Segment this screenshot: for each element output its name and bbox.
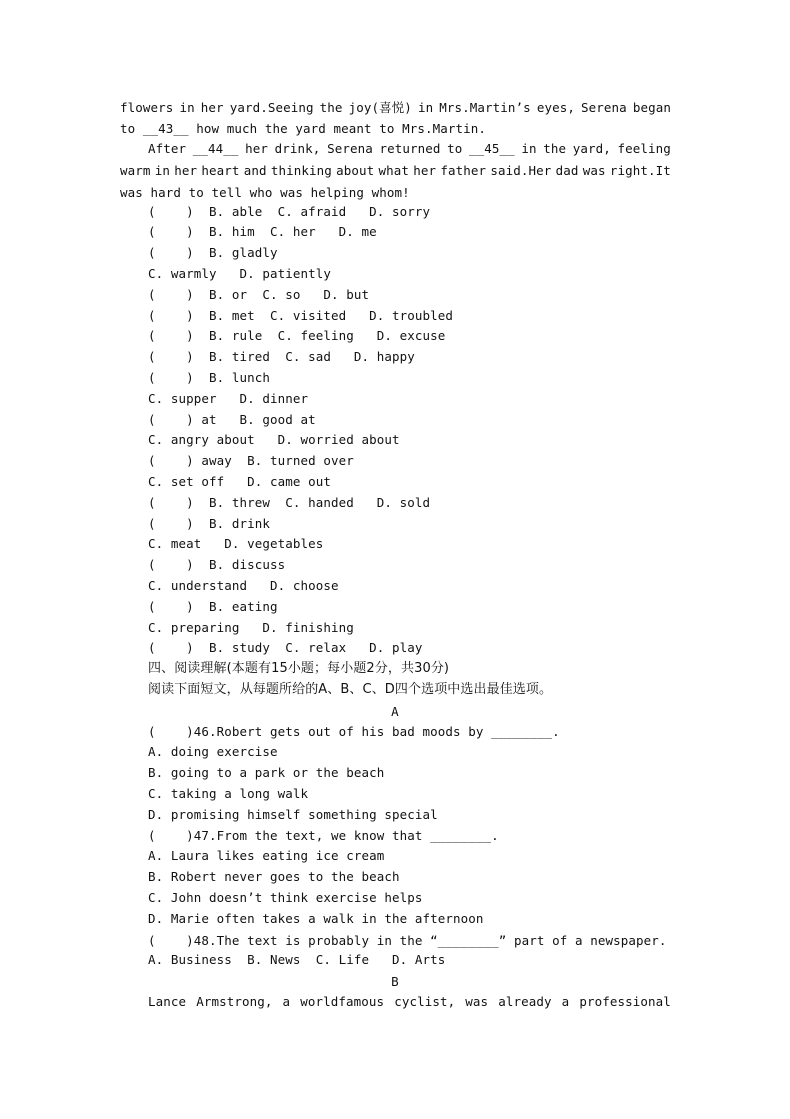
option-line: ( ) B. lunch: [148, 370, 271, 385]
question-line: A. Laura likes eating ice cream: [148, 848, 385, 863]
passage-b-first-line: [148, 994, 671, 1010]
word: in: [521, 141, 537, 156]
option-line: C. warmly D. patiently: [148, 266, 332, 281]
word: the: [319, 100, 343, 115]
passage-line-5: was hard to tell who was helping whom!: [120, 185, 410, 200]
question-line: D. Marie often takes a walk in the afternoon: [148, 911, 484, 926]
word: her: [174, 163, 198, 178]
option-line: C. set off D. came out: [148, 474, 332, 489]
question-line: ( )46.Robert gets out of his bad moods by ________.: [148, 724, 560, 739]
option-line: ( ) away B. turned over: [148, 453, 354, 468]
option-line: C. preparing D. finishing: [148, 620, 354, 635]
word: Serena: [581, 100, 627, 115]
word: Serena: [327, 141, 373, 156]
word: a: [282, 994, 291, 1009]
section-heading: 四、阅读理解(本题有15小题；每小题2分，共30分): [148, 661, 450, 676]
word: her: [413, 163, 437, 178]
word: dad: [555, 163, 579, 178]
option-line: ( ) B. able C. afraid D. sorry: [148, 204, 431, 219]
question-line: B. going to a park or the beach: [148, 765, 385, 780]
word: warm: [120, 163, 151, 178]
option-line: ( ) B. discuss: [148, 557, 286, 572]
section-instruction: 阅读下面短文，从每题所给的A、B、C、D四个选项中选出最佳选项。: [148, 682, 553, 697]
word: Armstrong,: [196, 994, 273, 1009]
word: After: [148, 141, 187, 156]
option-line: ( ) B. gladly: [148, 245, 278, 260]
word: right.It: [609, 163, 671, 178]
word: a: [561, 994, 570, 1009]
word: worldfamous: [300, 994, 385, 1009]
passage-line-3: [148, 141, 671, 157]
word: the: [543, 141, 567, 156]
word: already: [498, 994, 552, 1009]
option-line: C. supper D. dinner: [148, 391, 309, 406]
option-line: ( ) B. study C. relax D. play: [148, 640, 423, 655]
word: in: [154, 163, 171, 178]
word: about: [336, 163, 375, 178]
word: joy(喜悦): [348, 100, 412, 115]
option-line: C. understand D. choose: [148, 578, 339, 593]
option-line: ( ) B. tired C. sad D. happy: [148, 349, 415, 364]
blank-44: __44__: [192, 141, 239, 156]
word: returned: [379, 141, 441, 156]
word: father: [440, 163, 487, 178]
word: professional: [579, 994, 671, 1009]
option-line: ( ) B. eating: [148, 599, 278, 614]
question-line: C. John doesn’t think exercise helps: [148, 890, 423, 905]
word: was: [582, 163, 606, 178]
word: thinking: [270, 163, 332, 178]
word: drink,: [274, 141, 321, 156]
question-line: C. taking a long walk: [148, 786, 309, 801]
passage-line-4: [120, 163, 671, 179]
option-line: ( ) B. or C. so D. but: [148, 287, 370, 302]
passage-line-2: to __43__ how much the yard meant to Mrs.Martin.: [120, 121, 487, 136]
option-line: ( ) B. threw C. handed D. sold: [148, 495, 431, 510]
word: cyclist,: [394, 994, 456, 1009]
option-line: ( ) at B. good at: [148, 412, 316, 427]
option-line: ( ) B. rule C. feeling D. excuse: [148, 328, 446, 343]
word: Mrs.Martin’s: [439, 100, 531, 115]
option-line: C. meat D. vegetables: [148, 536, 324, 551]
word: began: [632, 100, 671, 115]
word: eyes,: [536, 100, 575, 115]
question-line: ( )47.From the text, we know that ________.: [148, 828, 499, 843]
word: to: [447, 141, 463, 156]
blank-45: __45__: [468, 141, 515, 156]
word: in: [417, 100, 434, 115]
word: feeling: [617, 141, 671, 156]
question-line: A. doing exercise: [148, 744, 278, 759]
option-line: ( ) B. him C. her D. me: [148, 224, 377, 239]
word: flowers: [120, 100, 174, 115]
word: and: [243, 163, 267, 178]
word: in: [179, 100, 195, 115]
word: was: [465, 994, 489, 1009]
passage-line-1: [120, 100, 671, 116]
option-line: C. angry about D. worried about: [148, 432, 400, 447]
word: what: [378, 163, 410, 178]
word: said.Her: [490, 163, 552, 178]
question-line: ( )48.The text is probably in the “________” part of a newspaper.: [148, 933, 667, 948]
part-b-label: B: [391, 974, 399, 989]
option-line: ( ) B. met C. visited D. troubled: [148, 308, 454, 323]
word: her: [200, 100, 224, 115]
blank-43: __43__: [142, 121, 189, 136]
option-line: ( ) B. drink: [148, 516, 271, 531]
word: yard.Seeing: [229, 100, 314, 115]
word: heart: [201, 163, 240, 178]
word: yard,: [572, 141, 611, 156]
question-line: A. Business B. News C. Life D. Arts: [148, 952, 446, 967]
word: Lance: [148, 994, 187, 1009]
question-line: D. promising himself something special: [148, 807, 438, 822]
question-line: B. Robert never goes to the beach: [148, 869, 400, 884]
part-a-label: A: [391, 704, 399, 719]
word: her: [245, 141, 269, 156]
